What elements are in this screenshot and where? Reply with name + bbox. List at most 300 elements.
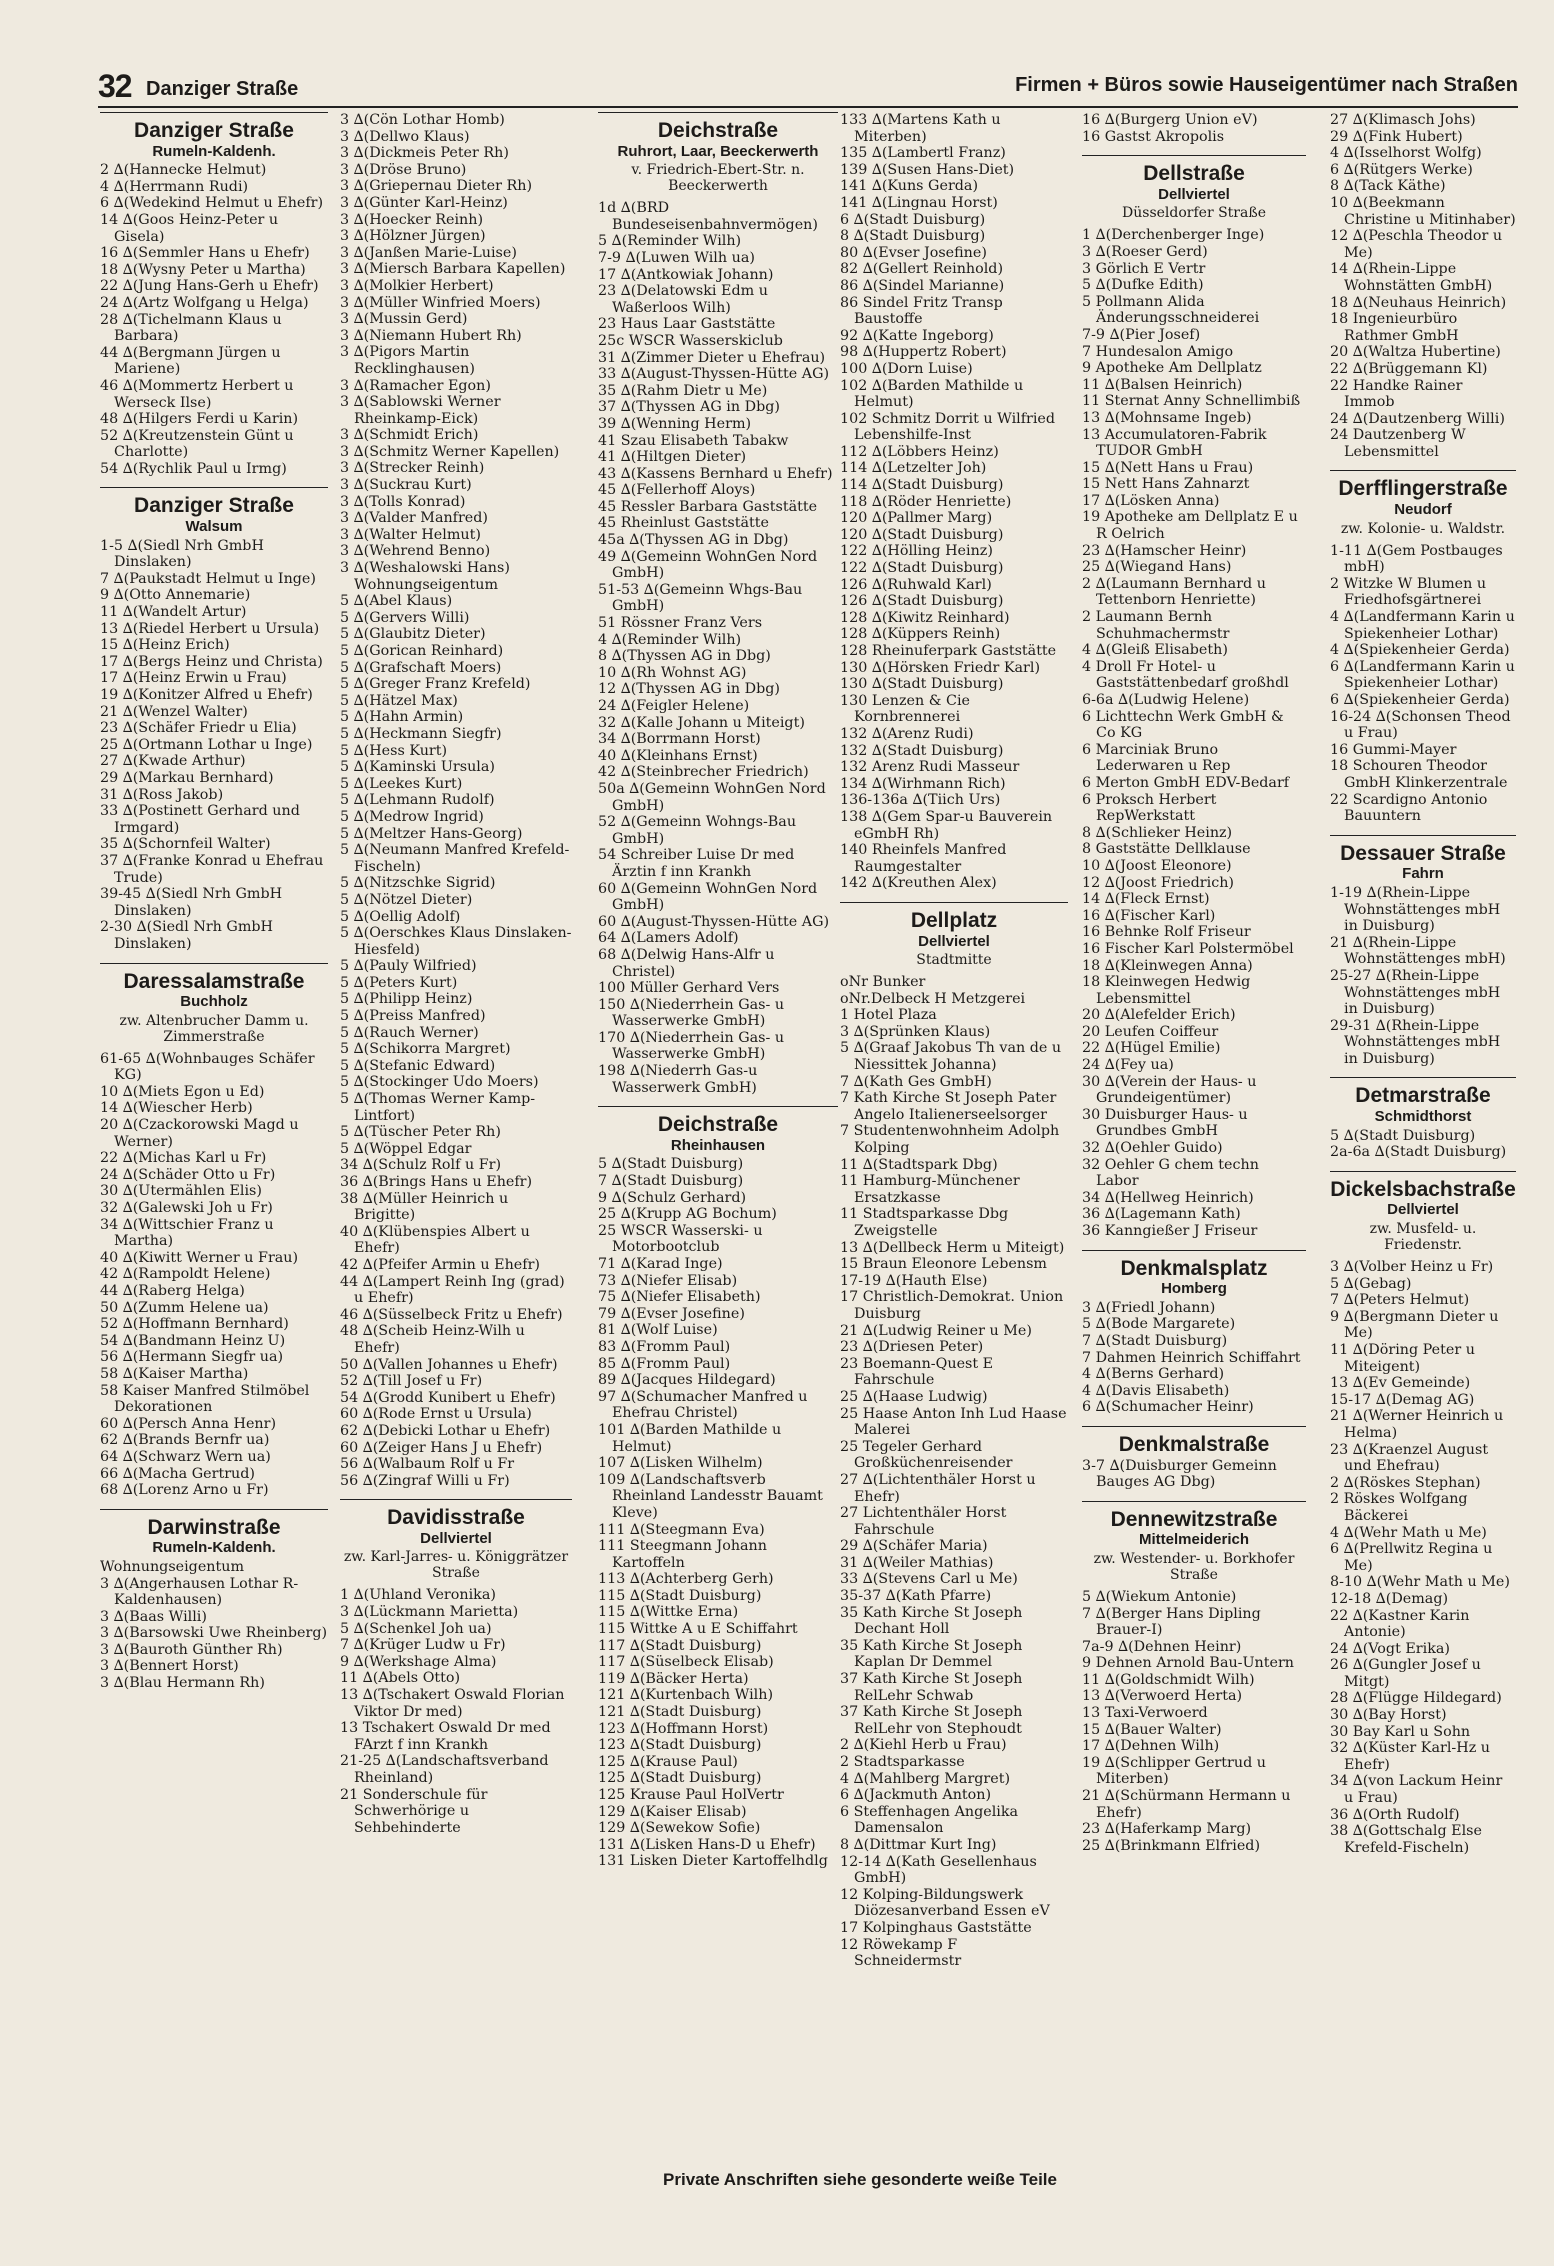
directory-entry: 54 ∆(Grodd Kunibert u Ehefr): [340, 1389, 556, 1406]
directory-entry: 5 ∆(Tüscher Peter Rh): [340, 1124, 501, 1141]
directory-entry: 3 ∆(Cön Lothar Homb): [340, 112, 505, 128]
directory-entry: 4 ∆(Berns Gerhard): [1082, 1366, 1225, 1383]
directory-entry: 12 ∆(Joost Friedrich): [1082, 874, 1235, 891]
directory-entry: 50 ∆(Vallen Johannes u Ehefr): [340, 1356, 558, 1373]
street-section: [1082, 112, 1306, 145]
directory-entry: 1 ∆(Uhland Veronika): [340, 1587, 496, 1604]
directory-entry: 86 Sindel Fritz Transp Baustoffe: [840, 294, 1003, 328]
street-section: [100, 112, 328, 477]
directory-entry: 11 ∆(Balsen Heinrich): [1082, 376, 1243, 393]
directory-entry: 40 ∆(Kiwitt Werner u Frau): [100, 1249, 299, 1266]
street-heading: Dellplatz: [840, 902, 1068, 934]
directory-entry: 1-11 ∆(Gem Postbauges mbH): [1330, 542, 1503, 576]
directory-entry: 131 Lisken Dieter Kartoffelhdlg: [598, 1853, 828, 1870]
directory-entry: 3 ∆(Angerhausen Lothar R-Kaldenhausen): [100, 1575, 299, 1609]
directory-entry: 97 ∆(Schumacher Manfred u Ehefrau Christel): [598, 1388, 808, 1422]
directory-entry: 123 ∆(Hoffmann Horst): [598, 1720, 769, 1737]
directory-entry: 13 Accumulatoren-Fabrik TUDOR GmbH: [1082, 426, 1267, 460]
directory-entry: 13 ∆(Riedel Herbert u Ursula): [100, 620, 320, 637]
page-header: [98, 68, 1518, 108]
street-section: [840, 112, 1068, 892]
directory-entry: 26 ∆(Gungler Josef u Mitgt): [1330, 1657, 1481, 1690]
directory-entry: 30 ∆(Bay Horst): [1330, 1707, 1447, 1724]
directory-entry: 6 Lichttechn Werk GmbH & Co KG: [1082, 708, 1284, 742]
directory-entry: 130 Lenzen & Cie Kornbrennerei: [840, 692, 970, 726]
street-section: [100, 487, 328, 952]
directory-entry: 5 ∆(Nitzschke Sigrid): [340, 875, 496, 892]
directory-entry: 125 ∆(Stadt Duisburg): [598, 1770, 762, 1787]
directory-entry: 3 ∆(Hoecker Reinh): [340, 211, 484, 228]
directory-entry: 128 ∆(Kiwitz Reinhard): [840, 609, 1010, 626]
directory-entry: 4 ∆(Wehr Math u Me): [1330, 1524, 1487, 1541]
directory-entry: 132 Arenz Rudi Masseur: [840, 759, 1020, 776]
street-heading: Davidisstraße: [340, 1499, 572, 1531]
directory-entry: 92 ∆(Katte Ingeborg): [840, 327, 994, 344]
district-label: Dellviertel: [918, 932, 990, 950]
directory-entry: 30 Duisburger Haus- u Grundbes GmbH: [1082, 1106, 1248, 1140]
directory-entry: 120 ∆(Stadt Duisburg): [840, 526, 1004, 543]
directory-entry: 3 ∆(Günter Karl-Heinz): [340, 194, 508, 211]
directory-entry: 43 ∆(Kassens Bernhard u Ehefr): [598, 465, 833, 482]
directory-entry: 12-18 ∆(Demag): [1330, 1590, 1449, 1607]
directory-entry: 134 ∆(Wirhmann Rich): [840, 775, 1006, 792]
directory-entry: 22 ∆(Hügel Emilie): [1082, 1040, 1221, 1057]
directory-entry: 8 ∆(Thyssen AG in Dbg): [598, 648, 771, 665]
directory-entry: 115 ∆(Wittke Erna): [598, 1604, 739, 1621]
directory-entry: 14 ∆(Wiescher Herb): [100, 1100, 253, 1117]
directory-entry: 62 ∆(Brands Bernfr ua): [100, 1432, 270, 1449]
directory-entry: 20 ∆(Alefelder Erich): [1082, 1007, 1236, 1024]
directory-entry: 40 ∆(Kleinhans Ernst): [598, 747, 758, 764]
directory-entry: 111 ∆(Steegmann Eva): [598, 1521, 765, 1538]
street-heading: Dessauer Straße: [1330, 835, 1516, 867]
directory-entry: 52 ∆(Gemeinn Wohngs-Bau GmbH): [598, 814, 797, 847]
directory-entry: 3 ∆(Tolls Konrad): [340, 493, 466, 510]
district-label: Schmidthorst: [1374, 1108, 1472, 1126]
directory-entry: 101 ∆(Barden Mathilde u Helmut): [598, 1421, 782, 1455]
directory-entry: 4 ∆(Gleiß Elisabeth): [1082, 642, 1228, 659]
directory-entry: 6 ∆(Wedekind Helmut u Ehefr): [100, 195, 324, 212]
directory-entry: 8 ∆(Schlieker Heinz): [1082, 824, 1233, 841]
directory-entry: 31 ∆(Zimmer Dieter u Ehefrau): [598, 349, 826, 366]
directory-entry: 102 Schmitz Dorrit u Wilfried Lebenshilfe-Inst: [840, 410, 1056, 444]
directory-entry: 112 ∆(Löbbers Heinz): [840, 443, 999, 460]
directory-entry: 3 ∆(Schmitz Werner Kapellen): [340, 443, 560, 460]
directory-entry: 3 ∆(Hölzner Jürgen): [340, 228, 486, 245]
directory-entry: 3 ∆(Mussin Gerd): [340, 311, 468, 328]
directory-entry: 39-45 ∆(Siedl Nrh GmbH Dinslaken): [100, 886, 283, 919]
directory-entry: 7-9 ∆(Luwen Wilh ua): [598, 249, 755, 266]
directory-entry: 24 Dautzenberg W Lebensmittel: [1330, 427, 1466, 460]
directory-entry: 11 Hamburg-Münchener Ersatzkasse: [840, 1173, 1020, 1206]
directory-entry: 51-53 ∆(Gemeinn Whgs-Bau GmbH): [598, 581, 803, 615]
street-range-note: zw. Altenbrucher Damm u. Zimmerstraße: [119, 1012, 309, 1045]
directory-entry: 25 ∆(Krupp AG Bochum): [598, 1206, 777, 1223]
directory-entry: 20 Leufen Coiffeur: [1082, 1023, 1219, 1040]
street-heading: Denkmalstraße: [1082, 1426, 1306, 1458]
directory-entry: oNr.Delbeck H Metzgerei: [840, 990, 1026, 1007]
directory-entry: 4 ∆(Mahlberg Margret): [840, 1770, 1011, 1787]
directory-entry: 1-5 ∆(Siedl Nrh GmbH Dinslaken): [100, 537, 264, 571]
directory-entry: 39 ∆(Wenning Herm): [598, 415, 752, 432]
directory-entry: 13 Taxi-Verwoerd: [1082, 1705, 1208, 1722]
directory-entry: 5 ∆(Gorican Reinhard): [340, 643, 504, 659]
directory-entry: 2 Witzke W Blumen u Friedhofsgärtnerei: [1330, 575, 1487, 609]
directory-entry: 17 ∆(Dehnen Wilh): [1082, 1738, 1220, 1755]
directory-entry: 29-31 ∆(Rhein-Lippe Wohnstättenges mbH in Duisburg): [1330, 1017, 1501, 1067]
directory-entry: 13 ∆(Mohnsame Ingeb): [1082, 409, 1252, 426]
directory-entry: 37 Kath Kirche St Joseph RelLehr Schwab: [840, 1671, 1023, 1704]
directory-entry: 11 ∆(Abels Otto): [340, 1670, 461, 1687]
directory-entry: 5 ∆(Leekes Kurt): [340, 775, 463, 792]
directory-entry: 25 WSCR Wasserski- u Motorbootclub: [598, 1222, 763, 1256]
directory-entry: 5 ∆(Nötzel Dieter): [340, 891, 473, 908]
directory-entry: 5 ∆(Gebag): [1330, 1275, 1412, 1292]
directory-entry: 13 Tschakert Oswald Dr med FArzt f inn Krankh: [340, 1720, 551, 1753]
street-range-note: v. Friedrich-Ebert-Str. n. Beeckerwerth: [631, 162, 805, 195]
directory-entry: 34 ∆(Borrmann Horst): [598, 731, 761, 748]
street-range-note: zw. Musfeld- u. Friedenstr.: [1369, 1221, 1477, 1254]
directory-entry: 29 ∆(Markau Bernhard): [100, 769, 274, 786]
directory-entry: 38 ∆(Gottschalg Else Krefeld-Fischeln): [1330, 1823, 1482, 1856]
directory-entry: 18 Ingenieurbüro Rathmer GmbH: [1330, 311, 1459, 344]
directory-entry: 126 ∆(Stadt Duisburg): [840, 593, 1004, 610]
directory-entry: 20 ∆(Czackorowski Magd u Werner): [100, 1117, 299, 1150]
directory-entry: 6 ∆(Stadt Duisburg): [840, 211, 986, 228]
directory-entry: 22 ∆(Kastner Karin Antonie): [1330, 1607, 1470, 1641]
directory-entry: 25 ∆(Brinkmann Elfried): [1082, 1837, 1261, 1854]
directory-entry: 36 ∆(Lagemann Kath): [1082, 1206, 1241, 1223]
directory-entry: 5 ∆(Glaubitz Dieter): [340, 626, 486, 643]
directory-entry: 24 ∆(Fey ua): [1082, 1057, 1174, 1074]
directory-entry: 21-25 ∆(Landschaftsverband Rheinland): [340, 1753, 549, 1786]
directory-entry: 3 ∆(Müller Winfried Moers): [340, 294, 541, 311]
directory-entry: 2 ∆(Kiehl Herb u Frau): [840, 1737, 1007, 1754]
directory-entry: 8 Gaststätte Dellklause: [1082, 841, 1251, 858]
directory-entry: 3 ∆(Niemann Hubert Rh): [340, 327, 522, 344]
directory-entry: 11 Stadtsparkasse Dbg Zweigstelle: [840, 1206, 1009, 1239]
directory-entry: 5 ∆(Bode Margarete): [1082, 1316, 1236, 1333]
directory-entry: 12 Röwekamp F Schneidermstr: [840, 1936, 962, 1970]
directory-entry: 54 ∆(Rychlik Paul u Irmg): [100, 460, 287, 477]
directory-entry: 122 ∆(Stadt Duisburg): [840, 560, 1004, 577]
directory-entry: 5 ∆(Philipp Heinz): [340, 991, 473, 1008]
directory-entry: 81 ∆(Wolf Luise): [598, 1322, 718, 1339]
district-label: Buchholz: [180, 993, 248, 1011]
directory-entry: 22 ∆(Brüggemann Kl): [1330, 360, 1488, 377]
directory-entry: 56 ∆(Zingraf Willi u Fr): [340, 1472, 510, 1489]
directory-entry: 10 ∆(Beekmann Christine u Mitinhaber): [1330, 194, 1516, 228]
directory-entry: 3 ∆(Suckrau Kurt): [340, 477, 472, 494]
directory-entry: 24 ∆(Schäder Otto u Fr): [100, 1166, 276, 1183]
directory-entry: 7 Dahmen Heinrich Schiffahrt: [1082, 1349, 1301, 1366]
directory-entry: 58 Kaiser Manfred Stilmöbel Dekorationen: [100, 1382, 310, 1416]
directory-entry: 8 ∆(Dittmar Kurt Ing): [840, 1836, 997, 1853]
directory-entry: 44 ∆(Raberg Helga): [100, 1283, 245, 1299]
directory-entry: 113 ∆(Achterberg Gerh): [598, 1571, 774, 1588]
directory-entry: 60 ∆(Gemeinn WohnGen Nord GmbH): [598, 880, 818, 914]
street-section: [1082, 1426, 1306, 1491]
directory-entry: 60 ∆(Zeiger Hans J u Ehefr): [340, 1439, 543, 1456]
directory-entry: 121 ∆(Kurtenbach Wilh): [598, 1687, 774, 1704]
directory-entry: 2 Stadtsparkasse: [840, 1754, 965, 1770]
directory-entry: 32 ∆(Galewski Joh u Fr): [100, 1200, 273, 1217]
directory-entry: 41 Szau Elisabeth Tabakw: [598, 432, 789, 449]
directory-entry: 13 ∆(Dellbeck Herm u Miteigt): [840, 1239, 1065, 1256]
street-section: [100, 963, 328, 1499]
directory-entry: 5 ∆(Rauch Werner): [340, 1024, 479, 1041]
directory-entry: 6 ∆(Schumacher Heinr): [1082, 1399, 1254, 1416]
directory-entry: 5 ∆(Meltzer Hans-Georg): [340, 825, 523, 842]
directory-entry: 28 ∆(Flügge Hildegard): [1330, 1690, 1502, 1707]
street-section: [1330, 835, 1516, 1068]
directory-entry: 141 ∆(Lingnau Horst): [840, 194, 998, 211]
directory-entry: 129 ∆(Sewekow Sofie): [598, 1820, 761, 1837]
directory-entry: 49 ∆(Gemeinn WohnGen Nord GmbH): [598, 548, 818, 582]
directory-entry: 29 ∆(Schäfer Maria): [840, 1538, 988, 1555]
directory-entry: 3 ∆(Griepernau Dieter Rh): [340, 178, 533, 195]
directory-entry: 3 ∆(Barsowski Uwe Rheinberg): [100, 1625, 328, 1642]
directory-entry: 3 ∆(Walter Helmut): [340, 526, 481, 543]
directory-entry: 170 ∆(Niederrhein Gas- u Wasserwerke GmbH): [598, 1029, 785, 1063]
directory-entry: 130 ∆(Stadt Duisburg): [840, 676, 1004, 693]
directory-entry: 6 ∆(Spiekenheier Gerda): [1330, 692, 1510, 708]
directory-entry: 9 Dehnen Arnold Bau-Untern: [1082, 1655, 1295, 1672]
directory-entry: 3 ∆(Weshalowski Hans) Wohnungseigentum: [340, 560, 510, 593]
column-6: [1330, 112, 1516, 1866]
directory-entry: 3 ∆(Dickmeis Peter Rh): [340, 145, 509, 162]
directory-entry: 48 ∆(Hilgers Ferdi u Karin): [100, 411, 299, 428]
directory-entry: 45a ∆(Thyssen AG in Dbg): [598, 532, 789, 549]
directory-entry: 5 ∆(Stefanic Edward): [340, 1057, 496, 1074]
district-label: Rumeln-Kaldenh.: [152, 1539, 276, 1557]
directory-entry: 36 ∆(Orth Rudolf): [1330, 1806, 1460, 1823]
running-street-title: Danziger Straße: [146, 78, 299, 100]
directory-entry: 132 ∆(Stadt Duisburg): [840, 742, 1004, 759]
directory-entry: 56 ∆(Hermann Siegfr ua): [100, 1349, 284, 1366]
street-section: [1330, 112, 1516, 460]
street-heading: Daressalamstraße: [100, 963, 328, 995]
directory-entry: 6-6a ∆(Ludwig Helene): [1082, 692, 1250, 708]
directory-entry: 45 Ressler Barbara Gaststätte: [598, 498, 818, 515]
directory-entry: 14 ∆(Fleck Ernst): [1082, 891, 1210, 908]
directory-entry: 68 ∆(Lorenz Arno u Fr): [100, 1482, 269, 1499]
directory-entry: 11 Sternat Anny Schnellimbiß: [1082, 393, 1301, 410]
directory-entry: 10 ∆(Joost Eleonore): [1082, 857, 1232, 874]
page-number: 32: [98, 68, 132, 104]
directory-entry: 31 ∆(Ross Jakob): [100, 786, 224, 803]
directory-entry: 18 Schouren Theodor GmbH Klinkerzentrale: [1330, 758, 1508, 791]
directory-entry: 8 ∆(Stadt Duisburg): [840, 228, 986, 245]
directory-entry: 10 ∆(Miets Egon u Ed): [100, 1083, 265, 1100]
directory-entry: 3 ∆(Ramacher Egon): [340, 377, 491, 394]
directory-entry: 5 ∆(Stadt Duisburg): [598, 1156, 744, 1173]
directory-entry: 136-136a ∆(Tiich Urs): [840, 792, 1001, 809]
directory-entry: 27 ∆(Kwade Arthur): [100, 753, 246, 770]
footer-note: Private Anschriften siehe gesonderte weiße Teile: [663, 2170, 1057, 2189]
directory-entry: 17 ∆(Lösken Anna): [1082, 492, 1220, 509]
directory-entry: 5 ∆(Abel Klaus): [340, 593, 453, 610]
directory-entry: 4 ∆(Spiekenheier Gerda): [1330, 642, 1510, 659]
directory-entry: 10 ∆(Rh Wohnst AG): [598, 664, 747, 681]
directory-entry: 19 ∆(Schlipper Gertrud u Miterben): [1082, 1754, 1267, 1788]
directory-entry: 1 Hotel Plaza: [840, 1007, 937, 1024]
street-heading: Dickelsbachstraße: [1330, 1171, 1516, 1203]
directory-entry: 80 ∆(Evser Josefine): [840, 244, 987, 261]
directory-entry: 16-24 ∆(Schonsen Theod u Frau): [1330, 708, 1511, 742]
directory-entry: 17 ∆(Bergs Heinz und Christa): [100, 653, 323, 670]
directory-entry: 3 ∆(Janßen Marie-Luise): [340, 244, 517, 261]
directory-entry: 6 Merton GmbH EDV-Bedarf: [1082, 774, 1290, 791]
directory-entry: 7-9 ∆(Pier Josef): [1082, 326, 1201, 343]
directory-entry: 4 ∆(Landfermann Karin u Spiekenheier Lothar): [1330, 609, 1515, 642]
directory-entry: 79 ∆(Evser Josefine): [598, 1305, 745, 1322]
directory-entry: 71 ∆(Karad Inge): [598, 1256, 723, 1272]
directory-entry: 45 Rheinlust Gaststätte: [598, 515, 769, 532]
district-label: Rumeln-Kaldenh.: [152, 142, 276, 160]
directory-entry: 9 ∆(Schulz Gerhard): [598, 1189, 747, 1206]
directory-entry: 6 ∆(Jackmuth Anton): [840, 1787, 992, 1804]
directory-entry: 5 ∆(Neumann Manfred Krefeld-Fischeln): [340, 842, 570, 875]
directory-entry: 14 ∆(Goos Heinz-Peter u Gisela): [100, 211, 279, 245]
directory-entry: 5 ∆(Oellig Adolf): [340, 908, 461, 925]
directory-entry: 60 ∆(August-Thyssen-Hütte AG): [598, 913, 830, 930]
street-heading: Denkmalsplatz: [1082, 1250, 1306, 1282]
directory-entry: 9 ∆(Otto Annemarie): [100, 587, 251, 604]
directory-entry: 35-37 ∆(Kath Pfarre): [840, 1588, 992, 1605]
directory-entry: 22 Scardigno Antonio Bauuntern: [1330, 791, 1488, 825]
directory-entry: 64 ∆(Schwarz Wern ua): [100, 1448, 271, 1465]
directory-entry: 129 ∆(Kaiser Elisab): [598, 1803, 747, 1820]
directory-entry: 35 Kath Kirche St Joseph Kaplan Dr Demmel: [840, 1637, 1023, 1671]
directory-entry: 42 ∆(Steinbrecher Friedrich): [598, 764, 809, 781]
directory-entry: 18 Kleinwegen Hedwig Lebensmittel: [1082, 974, 1251, 1007]
directory-entry: 8 ∆(Tack Käthe): [1330, 178, 1446, 195]
district-label: Walsum: [185, 518, 243, 536]
directory-entry: 5 Pollmann Alida Änderungsschneiderei: [1082, 293, 1260, 327]
directory-entry: 16 Behnke Rolf Friseur: [1082, 924, 1251, 941]
directory-entry: 11 ∆(Stadtspark Dbg): [840, 1156, 998, 1173]
directory-entry: 3 ∆(Bennert Horst): [100, 1658, 239, 1675]
directory-entry: 24 ∆(Dautzenberg Willi): [1330, 410, 1505, 427]
directory-entry: 132 ∆(Arenz Rudi): [840, 725, 974, 742]
street-range-note: Düsseldorfer Straße: [1122, 205, 1266, 222]
directory-entry: 32 ∆(Oehler Guido): [1082, 1140, 1223, 1157]
directory-entry: 115 Wittke A u E Schiffahrt: [598, 1621, 798, 1638]
directory-entry: 83 ∆(Fromm Paul): [598, 1338, 731, 1355]
directory-entry: 5 ∆(Dufke Edith): [1082, 277, 1204, 294]
directory-entry: 111 Steegmann Johann Kartoffeln: [598, 1538, 767, 1571]
directory-entry: 34 ∆(Hellweg Heinrich): [1082, 1189, 1254, 1206]
directory-entry: 23 Haus Laar Gaststätte: [598, 316, 776, 333]
directory-entry: 6 Proksch Herbert RepWerkstatt: [1082, 791, 1217, 825]
directory-entry: 27 ∆(Lichtenthäler Horst u Ehefr): [840, 1471, 1036, 1505]
directory-entry: 23 Boemann-Quest E Fahrschule: [840, 1355, 994, 1389]
directory-entry: 18 ∆(Wysny Peter u Martha): [100, 261, 306, 278]
directory-entry: 38 ∆(Müller Heinrich u Brigitte): [340, 1190, 509, 1224]
directory-entry: 25 Tegeler Gerhard Großküchenreisender: [840, 1438, 1013, 1472]
directory-entry: 3 ∆(Schmidt Erich): [340, 427, 479, 444]
directory-entry: 135 ∆(Lambertl Franz): [840, 145, 1006, 162]
directory-entry: 5 ∆(Heckmann Siegfr): [340, 725, 502, 742]
directory-entry: 7 Studentenwohnheim Adolph Kolping: [840, 1123, 1060, 1157]
directory-entry: 13 ∆(Ev Gemeinde): [1330, 1375, 1471, 1392]
directory-entry: 138 ∆(Gem Spar-u Bauverein eGmbH Rh): [840, 808, 1053, 842]
directory-entry: 15 Nett Hans Zahnarzt: [1082, 476, 1250, 493]
directory-entry: 3 ∆(Miersch Barbara Kapellen): [340, 261, 566, 278]
directory-entry: 31 ∆(Weiler Mathias): [840, 1554, 994, 1571]
directory-entry: 56 ∆(Walbaum Rolf u Fr: [340, 1456, 515, 1473]
street-range-note: zw. Karl-Jarres- u. Königgrätzer Straße: [343, 1549, 569, 1582]
directory-entry: 15 Braun Eleonore Lebensm: [840, 1256, 1047, 1273]
directory-entry: 4 ∆(Reminder Wilh): [598, 631, 742, 648]
directory-entry: 22 Handke Rainer Immob: [1330, 377, 1463, 411]
directory-entry: 100 Müller Gerhard Vers: [598, 980, 780, 997]
directory-entry: 19 Apotheke am Dellplatz E u R Oelrich: [1082, 509, 1298, 543]
directory-entry: 16 ∆(Fischer Karl): [1082, 907, 1216, 924]
directory-entry: 7 ∆(Stadt Duisburg): [1082, 1332, 1228, 1349]
section-heading: Firmen + Büros sowie Hauseigentümer nach Straßen: [1015, 74, 1518, 96]
directory-entry: 139 ∆(Susen Hans-Diet): [840, 161, 1015, 178]
directory-entry: 30 ∆(Utermählen Elis): [100, 1183, 262, 1200]
directory-entry: 5 ∆(Hahn Armin): [340, 709, 464, 726]
street-section: [1330, 1171, 1516, 1857]
column-4: [840, 112, 1068, 1980]
directory-entry: 114 ∆(Stadt Duisburg): [840, 477, 1004, 494]
directory-entry: 126 ∆(Ruhwald Karl): [840, 576, 992, 593]
directory-entry: 20 ∆(Waltza Hubertine): [1330, 344, 1501, 361]
directory-entry: 6 ∆(Landfermann Karin u Spiekenheier Lothar): [1330, 658, 1515, 692]
directory-entry: 25 Haase Anton Inh Lud Haase Malerei: [840, 1405, 1067, 1439]
directory-entry: 19 ∆(Konitzer Alfred u Ehefr): [100, 687, 313, 703]
directory-entry: 12 ∆(Thyssen AG in Dbg): [598, 681, 780, 698]
directory-entry: 44 ∆(Bergmann Jürgen u Mariene): [100, 344, 281, 378]
directory-entry: 3 ∆(Dellwo Klaus): [340, 128, 470, 145]
street-range-note: zw. Kolonie- u. Waldstr.: [1340, 520, 1506, 537]
directory-entry: 3 ∆(Lückmann Marietta): [340, 1604, 519, 1621]
directory-entry: 5 ∆(Gervers Willi): [340, 609, 470, 626]
district-label: Dellviertel: [420, 1529, 492, 1547]
directory-entry: 122 ∆(Hölling Heinz): [840, 543, 993, 560]
directory-entry: 42 ∆(Pfeifer Armin u Ehefr): [340, 1256, 540, 1273]
directory-entry: 46 ∆(Süsselbeck Fritz u Ehefr): [340, 1306, 563, 1323]
street-section: [1082, 155, 1306, 1239]
directory-entry: 128 ∆(Küppers Reinh): [840, 626, 1001, 643]
directory-entry: 5 ∆(Lehmann Rudolf): [340, 792, 495, 809]
directory-entry: 18 ∆(Kleinwegen Anna): [1082, 957, 1253, 974]
directory-entry: 21 Sonderschule für Schwerhörige u Sehbehinderte: [340, 1786, 488, 1836]
directory-entry: 21 ∆(Schürmann Hermann u Ehefr): [1082, 1788, 1291, 1821]
directory-entry: 5 ∆(Schenkel Joh ua): [340, 1620, 492, 1637]
street-section: [840, 902, 1068, 1970]
directory-entry: 5 ∆(Hess Kurt): [340, 742, 448, 759]
directory-entry: 117 ∆(Süselbeck Elisab): [598, 1654, 774, 1671]
directory-entry: 30 ∆(Verein der Haus- u Grundeigentümer): [1082, 1073, 1257, 1107]
directory-entry: 5 ∆(Peters Kurt): [340, 974, 458, 991]
directory-entry: 8-10 ∆(Wehr Math u Me): [1330, 1574, 1510, 1591]
directory-entry: 52 ∆(Kreutzenstein Günt u Charlotte): [100, 427, 294, 461]
directory-entry: 23 ∆(Schäfer Friedr u Elia): [100, 720, 297, 737]
directory-entry: 17 Christlich-Demokrat. Union Duisburg: [840, 1289, 1064, 1322]
directory-entry: 117 ∆(Stadt Duisburg): [598, 1637, 762, 1654]
directory-entry: 12 ∆(Peschla Theodor u Me): [1330, 228, 1503, 261]
street-heading: Derfflingerstraße: [1330, 470, 1516, 502]
directory-entry: 35 Kath Kirche St Joseph Dechant Holl: [840, 1604, 1023, 1638]
directory-entry: 125 Krause Paul HolVertr: [598, 1787, 784, 1803]
directory-entry: 54 Schreiber Luise Dr med Ärztin f inn Krankh: [598, 847, 795, 880]
directory-entry: 7 ∆(Peters Helmut): [1330, 1292, 1470, 1309]
directory-entry: 140 Rheinfels Manfred Raumgestalter: [840, 842, 1007, 875]
